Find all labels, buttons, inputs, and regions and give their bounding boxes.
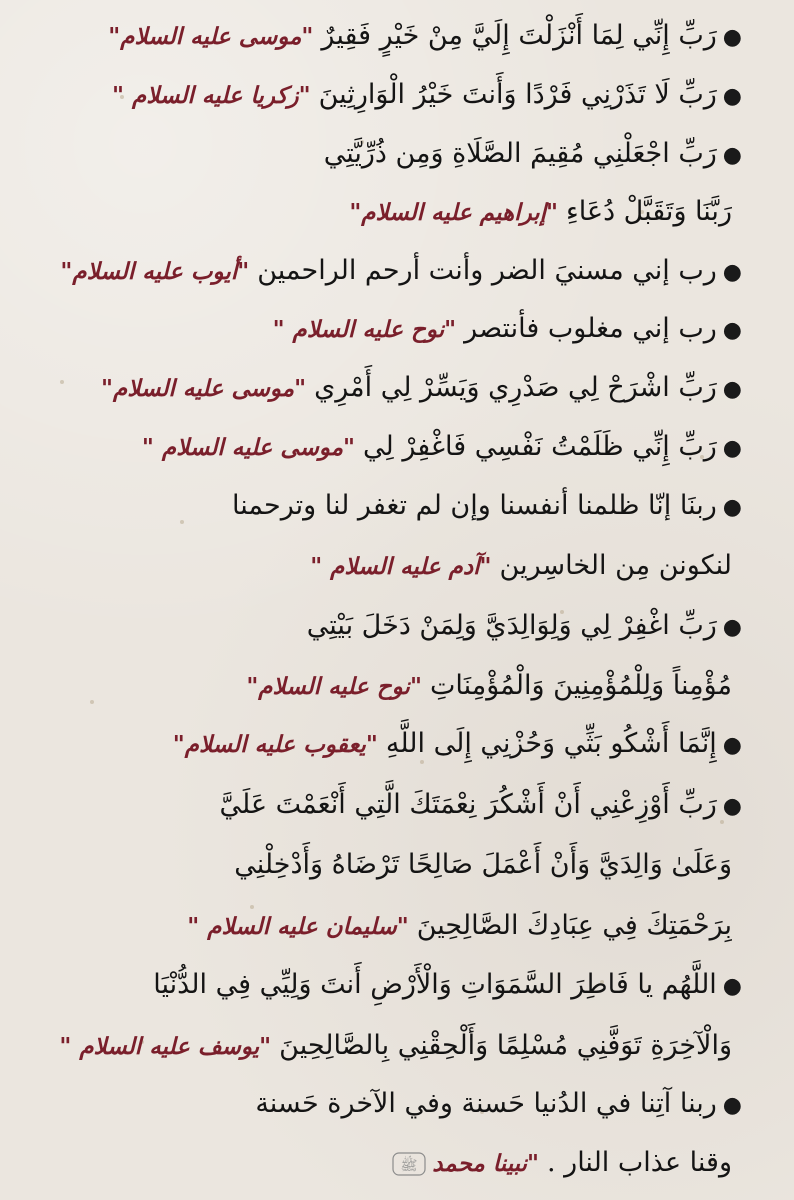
prophet-attribution: "موسى عليه السلام " xyxy=(141,435,356,461)
dua-text: رَبِّ إِنِّي ظَلَمْتُ نَفْسِي فَاغْفِرْ لِي xyxy=(363,431,717,462)
dua-line xyxy=(22,69,742,121)
dua-text: رب إني مسنيَ الضر وأنت أرحم الراحمين xyxy=(257,255,717,286)
dua-text: ربنا آتِنا في الدُنيا حَسنة وفي الآخرة حَسنة xyxy=(255,1088,717,1119)
dua-text: وَالْآخِرَةِ تَوَفَّنِي مُسْلِمًا وَأَلْحِقْنِي بِالصَّالِحِينَ xyxy=(279,1030,732,1061)
bullet-icon: ● xyxy=(722,84,742,109)
dua-text: إِنَّمَا أَشْكُو بَثِّي وَحُزْنِي إِلَى اللَّهِ xyxy=(385,728,717,759)
dua-text: لنكونن مِن الخاسِرين xyxy=(499,550,732,581)
dua-text: رَبِّ أَوْزِعْنِي أَنْ أَشْكُرَ نِعْمَتَكَ الَّتِي أَنْعَمْتَ عَلَيَّ xyxy=(219,789,717,820)
bullet-icon: ● xyxy=(722,260,742,285)
dua-line xyxy=(22,362,742,414)
dua-line xyxy=(22,303,742,355)
bullet-icon: ● xyxy=(722,794,742,819)
bullet-icon: ● xyxy=(722,495,742,520)
dua-line xyxy=(22,718,742,770)
prophet-attribution: "موسى عليه السلام" xyxy=(108,24,314,50)
bullet-icon: ● xyxy=(722,974,742,999)
dua-line xyxy=(22,1137,732,1189)
dua-line xyxy=(22,779,742,831)
dua-line xyxy=(22,959,742,1011)
prophet-attribution: "يعقوب عليه السلام" xyxy=(172,732,378,758)
dua-text: وَعَلَىٰ وَالِدَيَّ وَأَنْ أَعْمَلَ صَالِحًا تَرْضَاهُ وَأَدْخِلْنِي xyxy=(234,849,732,880)
dua-text: رَبِّ اشْرَحْ لِي صَدْرِي وَيَسِّرْ لِي أَمْرِي xyxy=(314,372,717,403)
dua-line xyxy=(22,1020,732,1072)
dua-text: وقنا عذاب النار . xyxy=(547,1147,732,1178)
prophet-attribution: "موسى عليه السلام" xyxy=(101,376,307,402)
dua-text: مُؤْمِناً وَلِلْمُؤْمِنِينَ وَالْمُؤْمِنَاتِ xyxy=(429,670,732,701)
prophet-attribution: "يوسف عليه السلام " xyxy=(59,1034,272,1060)
dua-line xyxy=(22,10,742,62)
dua-line xyxy=(22,600,742,652)
bullet-icon: ● xyxy=(722,377,742,402)
dua-line xyxy=(22,900,732,952)
prophet-salawat-seal-icon xyxy=(392,1152,426,1176)
dua-text: رَبَّنَا وَتَقَبَّلْ دُعَاءِ xyxy=(566,196,732,227)
dua-line xyxy=(22,540,732,592)
dua-text: اللَّهُم يا فَاطِرَ السَّمَوَاتِ وَالْأَرْضِ أَنتَ وَلِيِّي فِي الدُّنْيَا xyxy=(153,969,717,1000)
bullet-icon: ● xyxy=(722,1093,742,1118)
dua-line xyxy=(22,245,742,297)
bullet-icon: ● xyxy=(722,25,742,50)
dua-line xyxy=(22,480,742,532)
svg-text:ﷺ: ﷺ xyxy=(400,1157,418,1174)
bullet-icon: ● xyxy=(722,733,742,758)
prophet-attribution: "نوح عليه السلام" xyxy=(246,674,422,700)
prophet-attribution: "نبينا محمد xyxy=(432,1151,539,1177)
dua-line xyxy=(22,421,742,473)
dua-text: رَبِّ لَا تَذَرْنِي فَرْدًا وَأَنتَ خَيْرُ الْوَارِثِينَ xyxy=(318,79,717,110)
bullet-icon: ● xyxy=(722,143,742,168)
dua-text: رَبِّ اغْفِرْ لِي وَلِوَالِدَيَّ وَلِمَنْ دَخَلَ بَيْتِي xyxy=(306,610,717,641)
dua-line xyxy=(22,1078,742,1130)
prophet-attribution: "إبراهيم عليه السلام" xyxy=(349,200,559,226)
dua-line xyxy=(22,186,732,238)
bullet-icon: ● xyxy=(722,615,742,640)
dua-text: رَبِّ اجْعَلْنِي مُقِيمَ الصَّلَاةِ وَمِن ذُرِّيَّتِي xyxy=(323,138,717,169)
prophet-attribution: "زكريا عليه السلام " xyxy=(111,83,311,109)
prophet-attribution: "سليمان عليه السلام " xyxy=(187,914,409,940)
dua-line xyxy=(22,128,742,180)
dua-text: رَبِّ إِنِّي لِمَا أَنْزَلْتَ إِلَيَّ مِنْ خَيْرٍ فَقِيرٌ xyxy=(321,20,717,51)
prophet-attribution: "نوح عليه السلام " xyxy=(272,317,457,343)
dua-text: رب إني مغلوب فأنتصر xyxy=(464,313,717,344)
bullet-icon: ● xyxy=(722,318,742,343)
dua-text: ربنَا إنّا ظلمنا أنفسنا وإن لم تغفر لنا وترحمنا xyxy=(232,490,717,521)
bullet-icon: ● xyxy=(722,436,742,461)
dua-line xyxy=(22,660,732,712)
prophet-attribution: "آدم عليه السلام " xyxy=(310,554,492,580)
dua-line xyxy=(22,839,732,891)
prophet-attribution: "أيوب عليه السلام" xyxy=(60,259,250,285)
dua-text: بِرَحْمَتِكَ فِي عِبَادِكَ الصَّالِحِينَ xyxy=(416,910,732,941)
